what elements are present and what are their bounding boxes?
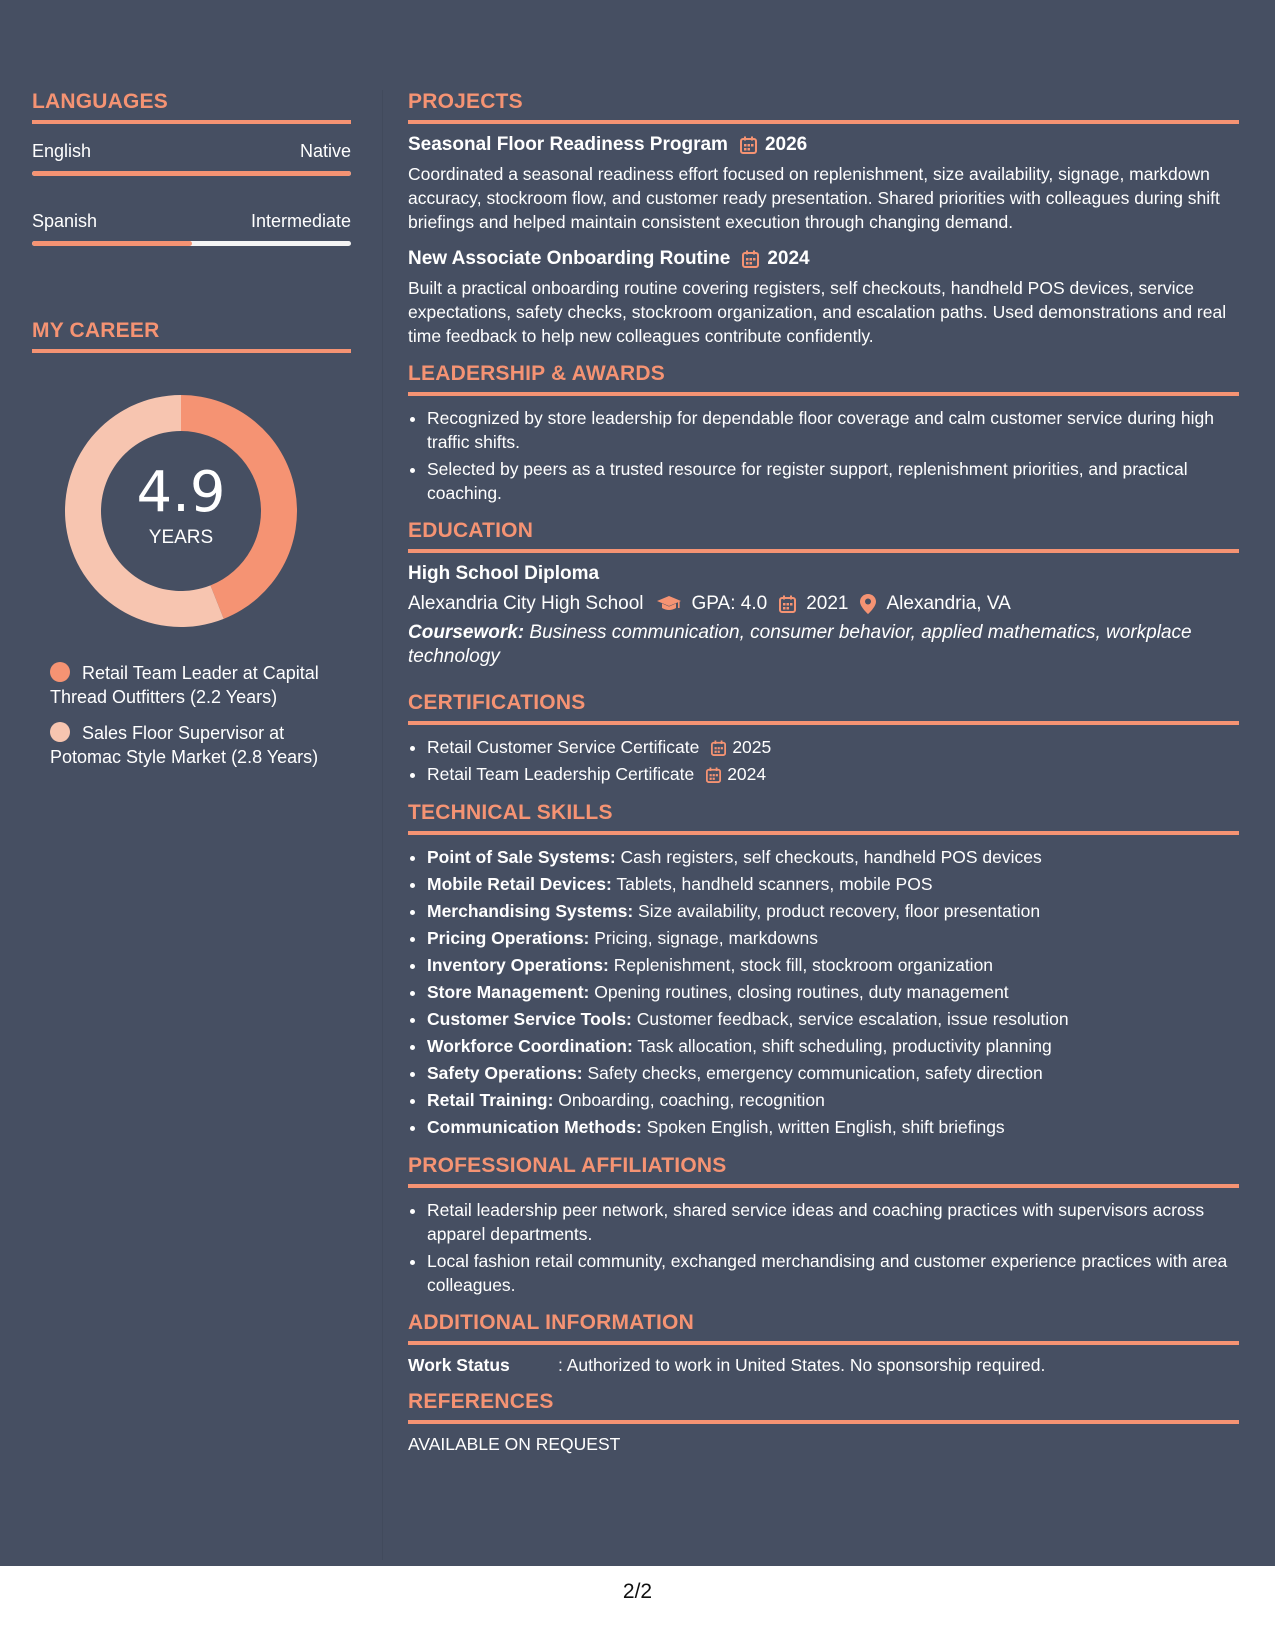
skill-value: Spoken English, written English, shift briefings	[641, 1117, 1005, 1137]
location-pin-icon	[860, 594, 876, 614]
legend-item	[50, 721, 351, 769]
legend-label: Sales Floor Supervisor at Potomac Style Market (2.8 Years)	[50, 723, 319, 767]
skill-value: Tablets, handheld scanners, mobile POS	[611, 874, 933, 894]
additional-section	[408, 1311, 1239, 1376]
additional-title: ADDITIONAL INFORMATION	[408, 1311, 1239, 1345]
calendar-icon	[740, 136, 757, 154]
language-proficiency-bar	[32, 171, 351, 176]
project-name: Seasonal Floor Readiness Program	[408, 134, 728, 155]
leadership-section	[408, 362, 1239, 505]
skill-item	[427, 1115, 1239, 1140]
references-section	[408, 1390, 1239, 1455]
skill-label: Retail Training:	[427, 1090, 554, 1110]
skill-item	[427, 1007, 1239, 1032]
references-title: REFERENCES	[408, 1390, 1239, 1424]
certifications-list	[408, 735, 1239, 787]
calendar-icon	[742, 250, 759, 268]
skill-value: Safety checks, emergency communication, safety direction	[582, 1063, 1043, 1083]
skill-label: Communication Methods:	[427, 1117, 642, 1137]
left-column	[32, 90, 351, 781]
skill-label: Inventory Operations:	[427, 955, 609, 975]
career-donut-chart	[65, 395, 297, 627]
affiliations-section	[408, 1154, 1239, 1297]
education-school: Alexandria City High School	[408, 593, 644, 614]
education-year: 2021	[806, 593, 849, 614]
skill-item	[427, 926, 1239, 951]
language-proficiency-bar	[32, 241, 351, 246]
skills-list	[408, 845, 1239, 1140]
work-status-label: Work Status	[408, 1355, 510, 1375]
skill-label: Pricing Operations:	[427, 928, 590, 948]
graduation-cap-icon	[656, 595, 682, 613]
skill-item	[427, 980, 1239, 1005]
right-column	[408, 90, 1239, 1469]
skill-value: Customer feedback, service escalation, issue resolution	[631, 1009, 1069, 1029]
certifications-section	[408, 691, 1239, 787]
skill-item	[427, 1088, 1239, 1113]
coursework-label: Coursework:	[408, 622, 525, 643]
coursework-value: Business communication, consumer behavior, applied mathematics, workplace technology	[408, 622, 1192, 667]
work-status-value: : Authorized to work in United States. No sponsorship required.	[558, 1355, 1046, 1375]
language-name: Spanish	[32, 211, 98, 231]
languages-section	[32, 90, 351, 246]
skill-label: Merchandising Systems:	[427, 901, 634, 921]
education-title: EDUCATION	[408, 519, 1239, 553]
project-item	[408, 132, 1239, 234]
skill-item	[427, 899, 1239, 924]
skill-item	[427, 845, 1239, 870]
project-item	[408, 246, 1239, 348]
list-item: • Retail leadership peer network, shared service ideas and coaching practices with supervisors across apparel departments.	[427, 1198, 1239, 1246]
skill-value: Onboarding, coaching, recognition	[553, 1090, 825, 1110]
skill-label: Point of Sale Systems:	[427, 847, 616, 867]
career-title: MY CAREER	[32, 319, 351, 353]
project-description: Coordinated a seasonal readiness effort focused on replenishment, size availability, signage, markdown accuracy, stockroom flow, and customer ready presentation. Shared priorities with colleagues during shift briefings and helped maintain consistent execution through changing demand.	[408, 164, 1220, 232]
education-gpa: GPA: 4.0	[691, 593, 768, 614]
project-year: 2024	[767, 248, 810, 269]
projects-title: PROJECTS	[408, 90, 1239, 124]
education-coursework	[408, 621, 1239, 669]
education-section	[408, 519, 1239, 669]
legend-dot	[50, 662, 70, 682]
career-section	[32, 319, 351, 769]
list-item	[427, 762, 1239, 787]
certifications-title: CERTIFICATIONS	[408, 691, 1239, 725]
project-name: New Associate Onboarding Routine	[408, 248, 731, 269]
skill-label: Mobile Retail Devices:	[427, 874, 612, 894]
legend-item	[50, 661, 351, 709]
project-year: 2026	[764, 134, 808, 155]
language-proficiency-fill	[32, 241, 192, 246]
skill-label: Workforce Coordination:	[427, 1036, 633, 1056]
list-item: • Local fashion retail community, exchanged merchandising and customer experience practices with area colleagues.	[427, 1249, 1239, 1297]
work-status-row	[408, 1355, 1239, 1376]
skills-title: TECHNICAL SKILLS	[408, 801, 1239, 835]
skill-item	[427, 1061, 1239, 1086]
leadership-list	[408, 406, 1239, 505]
list-item: • Recognized by store leadership for dependable floor coverage and calm customer service during high traffic shifts.	[427, 406, 1239, 454]
calendar-icon	[779, 595, 796, 613]
language-level: Native	[299, 141, 351, 161]
skill-value: Pricing, signage, markdowns	[589, 928, 818, 948]
career-total-unit: YEARS	[148, 527, 214, 548]
skill-item	[427, 872, 1239, 897]
leadership-title: LEADERSHIP & AWARDS	[408, 362, 1239, 396]
skill-value: Size availability, product recovery, floor presentation	[633, 901, 1041, 921]
education-details	[408, 591, 1239, 617]
legend-dot	[50, 722, 70, 742]
career-legend	[32, 661, 351, 769]
certification-name: • Retail Team Leadership Certificate	[427, 764, 695, 784]
language-level: Intermediate	[250, 211, 351, 231]
skill-label: Customer Service Tools:	[427, 1009, 632, 1029]
references-value: AVAILABLE ON REQUEST	[408, 1434, 621, 1454]
skill-item	[427, 1034, 1239, 1059]
project-description: Built a practical onboarding routine covering registers, self checkouts, handheld POS devices, service expectations, safety checks, stockroom organization, and escalation paths. Used demonstrations and real time feedback to help new colleagues contribute confidently.	[408, 278, 1227, 346]
affiliations-title: PROFESSIONAL AFFILIATIONS	[408, 1154, 1239, 1188]
column-divider	[382, 90, 383, 1560]
language-item	[32, 210, 351, 246]
skills-section	[408, 801, 1239, 1140]
language-name: English	[32, 141, 92, 161]
donut-center	[65, 395, 297, 627]
education-degree: High School Diploma	[408, 563, 600, 584]
skill-value: Task allocation, shift scheduling, productivity planning	[632, 1036, 1052, 1056]
certification-year: 2025	[732, 737, 772, 757]
language-item	[32, 140, 351, 176]
legend-label: Retail Team Leader at Capital Thread Outfitters (2.2 Years)	[50, 663, 319, 707]
certification-year: 2024	[727, 764, 767, 784]
projects-section	[408, 90, 1239, 348]
languages-title: LANGUAGES	[32, 90, 351, 124]
education-location: Alexandria, VA	[886, 593, 1011, 614]
list-item: • Selected by peers as a trusted resource for register support, replenishment priorities, and practical coaching.	[427, 457, 1239, 505]
calendar-icon	[706, 767, 721, 783]
skill-label: Safety Operations:	[427, 1063, 583, 1083]
skill-label: Store Management:	[427, 982, 590, 1002]
affiliations-list	[408, 1198, 1239, 1297]
page-number: 2/2	[622, 1580, 653, 1603]
skill-value: Opening routines, closing routines, duty management	[589, 982, 1009, 1002]
career-total-years: 4.9	[136, 460, 226, 525]
language-proficiency-fill	[32, 171, 351, 176]
list-item	[427, 735, 1239, 760]
skill-item	[427, 953, 1239, 978]
certification-name: • Retail Customer Service Certificate	[427, 737, 700, 757]
skill-value: Cash registers, self checkouts, handheld POS devices	[615, 847, 1042, 867]
calendar-icon	[711, 740, 726, 756]
skill-value: Replenishment, stock fill, stockroom organization	[608, 955, 994, 975]
